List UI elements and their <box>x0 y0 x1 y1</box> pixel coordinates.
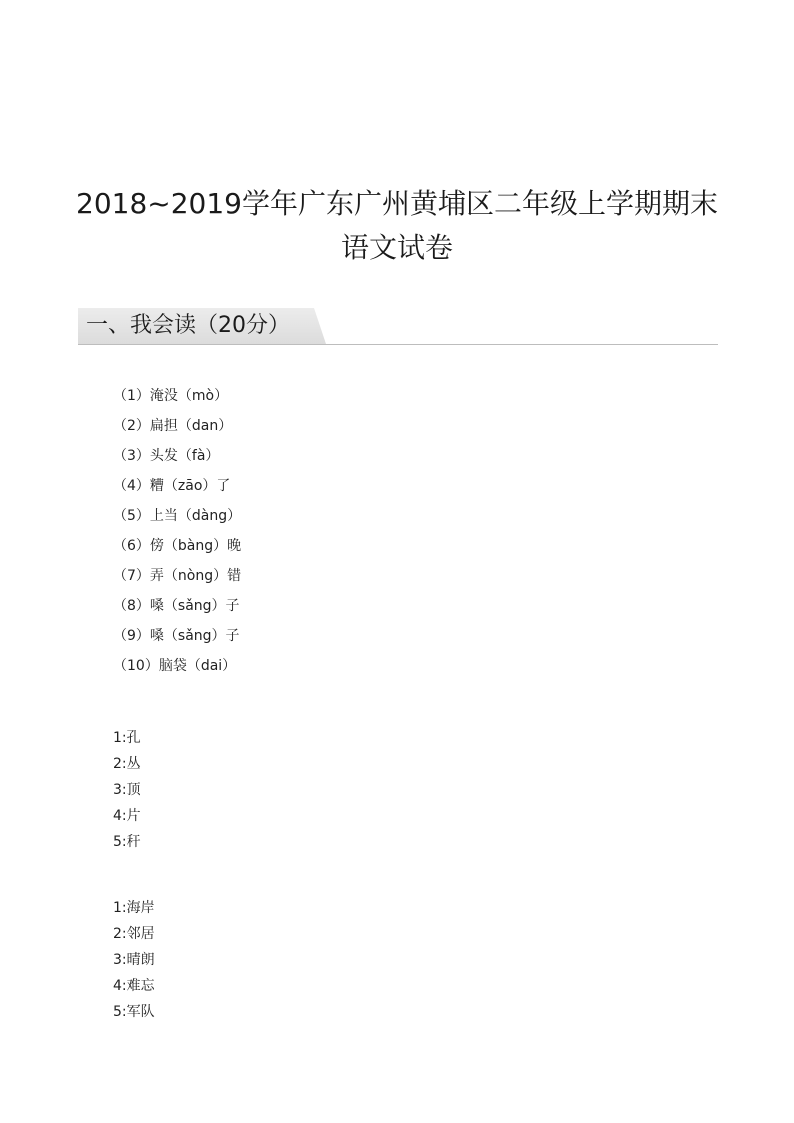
answers-list-a <box>113 729 141 859</box>
list-item: （3）头发（fà） <box>113 448 220 464</box>
reading-items-list <box>113 385 241 685</box>
section-divider <box>78 344 718 345</box>
list-item: 3:晴朗 <box>113 952 155 968</box>
list-item: 4:片 <box>113 808 141 824</box>
list-item: （2）扁担（dan） <box>113 418 233 434</box>
list-item: （8）嗓（sǎng）子 <box>113 598 240 614</box>
page-title-line-2: 语文试卷 <box>340 231 453 264</box>
list-item: 1:海岸 <box>113 900 155 916</box>
list-item: 4:难忘 <box>113 978 155 994</box>
list-item: 5:军队 <box>113 1004 155 1020</box>
section-heading-bar <box>78 308 718 345</box>
list-item: （6）傍（bàng）晚 <box>113 538 242 554</box>
answers-list-b <box>113 899 155 1029</box>
list-item: （10）脑袋（dai） <box>113 658 237 674</box>
list-item: （1）淹没（mò） <box>113 388 229 404</box>
section-heading: 一、我会读（20分） <box>86 313 290 338</box>
list-item: （4）糟（zāo）了 <box>113 478 231 494</box>
list-item: 3:顶 <box>113 782 141 798</box>
page-title-line-1: 2018~2019学年广东广州黄埔区二年级上学期期末 <box>76 187 718 220</box>
list-item: 1:孔 <box>113 730 141 746</box>
list-item: （9）嗓（sǎng）子 <box>113 628 240 644</box>
list-item: 2:丛 <box>113 756 141 772</box>
list-item: 5:秆 <box>113 834 141 850</box>
list-item: （7）弄（nòng）错 <box>113 568 242 584</box>
list-item: 2:邻居 <box>113 926 155 942</box>
list-item: （5）上当（dàng） <box>113 508 242 524</box>
